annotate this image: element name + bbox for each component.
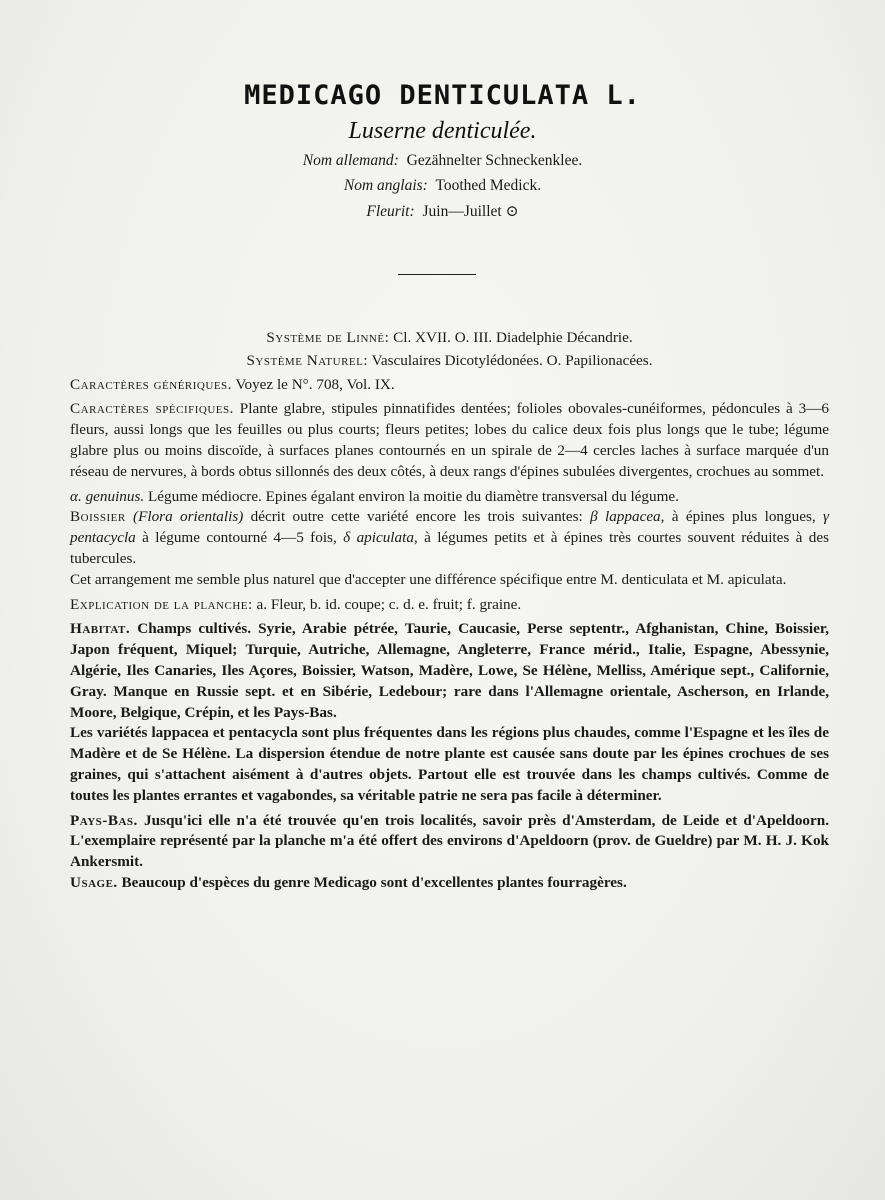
generic-characters-paragraph <box>70 375 829 396</box>
habitat-text: Champs cultivés. Syrie, Arabie pétrée, Taurie, Caucasie, Perse septentr., Afghanistan, Chine, Boissier, Japon fréquent, Miquel; Turquie, Autriche, Allemagne, Angleterre, France mérid., Italie, Espagne, Abessynie, Algérie, Iles Canaries, Iles Açores, Boissier, Watson, Madère, Lowe, Se Hélène, Melliss, Amérique sept., Californie, Gray. Manque en Russie sept. et en Sibérie, Ledebour; rare dans l'Allemagne orientale, Ascherson, en Irlande, Moore, Belgique, Crépin, et les Pays-Bas. <box>70 620 829 721</box>
boissier-text: décrit outre cette variété encore les trois suivantes: <box>250 508 583 526</box>
french-name: Luserne denticulée. <box>348 118 537 144</box>
arrangement-paragraph <box>70 570 829 591</box>
paysbas-label: Pays-Bas. <box>70 811 138 829</box>
generic-characters-label: Caractères génériques. <box>70 375 232 393</box>
variety-delta: δ apiculata <box>343 529 414 547</box>
german-name-label: Nom allemand: <box>302 152 399 169</box>
specific-characters-text: Plante glabre, stipules pinnatifides dentées; folioles obovales-cunéiformes, pédoncules à 3—6 fleurs, aussi longs que les feuilles ou plus courts; fleurs petites; lobes du calice deux fois plus longs que le tube; légume glabre plus ou moins discoïde, à surfaces planes contournés en un spirale de 2—4 cercles laches à surface marquée d'un réseau de nervures, à bords obtus sillonnés des deux côtés, à deux rangs d'épines subulées divergentes, crochues au sommet. <box>70 400 829 480</box>
habitat-label: Habitat. <box>70 620 131 638</box>
generic-characters-text: Voyez le N°. 708, Vol. IX. <box>235 375 395 393</box>
document-body <box>70 328 829 894</box>
title-divider <box>398 274 476 275</box>
paysbas-text: Jusqu'ici elle n'a été trouvée qu'en trois localités, savoir près d'Amsterdam, de Leide et d'Apeldoorn. L'exemplaire représenté par la planche m'a été offert des environs d'Apeldoorn (prov. de Gueldre) par M. H. J. Kok Ankersmit. <box>70 811 829 871</box>
varietes-text: Les variétés lappacea et pentacycla sont plus fréquentes dans les régions plus chaudes, comme l'Espagne et les îles de Madère et de Se Hélène. La dispersion étendue de notre plante est causée sans doute par les épines crochues de ses graines, qui s'attachent aisément à d'autres objets. Partout elle est trouvée dans les champs cultivés. Comme de toutes les plantes errantes et vagabondes, sa véritable patrie ne sera pas facile à déterminer. <box>70 724 829 804</box>
english-name-row <box>0 177 885 195</box>
flowering-value: Juin—Juillet ⊙ <box>422 203 519 220</box>
usage-paragraph <box>70 873 829 894</box>
explication-text: a. Fleur, b. id. coupe; c. d. e. fruit; f. graine. <box>256 595 522 613</box>
german-name-value: Gezähnelter Schneckenklee. <box>406 152 583 169</box>
linne-system-value: Cl. XVII. O. III. Diadelphie Décandrie. <box>393 329 633 346</box>
linne-system-line <box>70 328 829 349</box>
variety-beta-text: , à épines plus longues, <box>660 508 816 526</box>
natural-system-value: Vasculaires Dicotylédonées. O. Papilionacées. <box>371 351 653 369</box>
variety-gamma-text: à légume contourné 4—5 fois, <box>142 529 337 547</box>
genuinus-label: α. genuinus. <box>70 487 145 505</box>
specific-characters-label: Caractères spécifiques. <box>70 400 234 418</box>
genuinus-text: Légume médiocre. Epines égalant environ la moitie du diamètre transversal du légume. <box>148 487 679 505</box>
boissier-flora: (Flora orientalis) <box>133 508 244 526</box>
linne-system-label: Système de Linné: <box>266 329 390 346</box>
boissier-paragraph <box>70 507 829 569</box>
variety-gamma: γ pentacycla <box>70 508 829 547</box>
usage-label: Usage. <box>70 873 118 891</box>
arrangement-text: Cet arrangement me semble plus naturel que d'accepter une différence spécifique entre M. denticulata et M. apiculata. <box>70 570 787 588</box>
explication-label: Explication de la planche: <box>70 595 253 613</box>
boissier-label: Boissier <box>70 508 126 526</box>
natural-system-label: Système Naturel: <box>246 351 369 369</box>
flowering-row <box>0 202 885 221</box>
variety-beta: β lappacea <box>590 508 661 526</box>
german-name-row <box>0 152 885 170</box>
explication-paragraph <box>70 595 829 616</box>
usage-text: Beaucoup d'espèces du genre Medicago sont d'excellentes plantes fourragères. <box>121 873 627 891</box>
flowering-label: Fleurit: <box>366 203 415 220</box>
paysbas-paragraph <box>70 811 829 873</box>
page-title: MEDICAGO DENTICULATA L. <box>244 80 641 111</box>
english-name-value: Toothed Medick. <box>435 177 542 194</box>
english-name-label: Nom anglais: <box>343 177 428 194</box>
varietes-paragraph <box>70 723 829 806</box>
habitat-paragraph <box>70 619 829 723</box>
natural-system-line <box>70 351 829 372</box>
variety-delta-text: , à légumes petits et à épines très courtes souvent réduites à des tubercules. <box>70 529 830 567</box>
specific-characters-paragraph <box>70 399 829 482</box>
genuinus-paragraph <box>70 487 829 508</box>
